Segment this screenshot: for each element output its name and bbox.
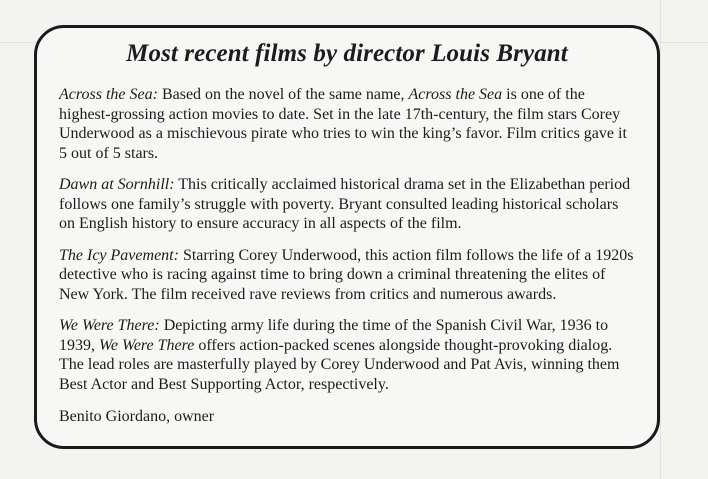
film-title: Across the Sea: bbox=[59, 86, 158, 103]
film-description: This critically acclaimed historical drama set in the Elizabethan period follows one family’s struggle with poverty. Bryant consulted leading historical scholars on English history to ensure accuracy in all aspects of the film. bbox=[59, 176, 631, 232]
signature: Benito Giordano, owner bbox=[59, 408, 215, 425]
film-entry-we-were-there bbox=[59, 316, 635, 394]
page-title: Most recent films by director Louis Bryant bbox=[126, 40, 568, 67]
film-title-inline: We Were There bbox=[99, 336, 195, 354]
film-title: The Icy Pavement: bbox=[59, 246, 179, 264]
film-title: Dawn at Sornhill: bbox=[59, 176, 175, 193]
background-rule bbox=[660, 0, 661, 479]
film-description: Depicting army life during the time of the Spanish Civil War, 1936 to 1939, bbox=[59, 317, 609, 354]
film-description: offers action-packed scenes alongside thought-provoking dialog. The lead roles are masterfully played by Corey Underwood and Pat Avis, winning them Best Actor and Best Supporting Actor, respectively. bbox=[59, 336, 620, 393]
film-notice-card bbox=[34, 25, 660, 449]
film-description: Starring Corey Underwood, this action film follows the life of a 1920s detective who is racing against time to bring down a criminal threatening the elites of New York. The film received rave reviews from critics and numerous awards. bbox=[59, 246, 634, 303]
film-title: We Were There: bbox=[59, 317, 160, 334]
film-title-inline: Across the Sea bbox=[408, 86, 503, 103]
film-entry-across-the-sea bbox=[59, 85, 635, 163]
film-description: Based on the novel of the same name, bbox=[157, 86, 409, 103]
film-entry-the-icy-pavement bbox=[59, 246, 635, 305]
film-description: is one of the highest-grossing action movies to date. Set in the late 17th-century, the film stars Corey Underwood as a mischievous pirate who tries to win the king’s favor. Film critics gave it 5 out of 5 stars. bbox=[59, 86, 627, 162]
film-entry-dawn-at-sornhill bbox=[59, 175, 635, 234]
